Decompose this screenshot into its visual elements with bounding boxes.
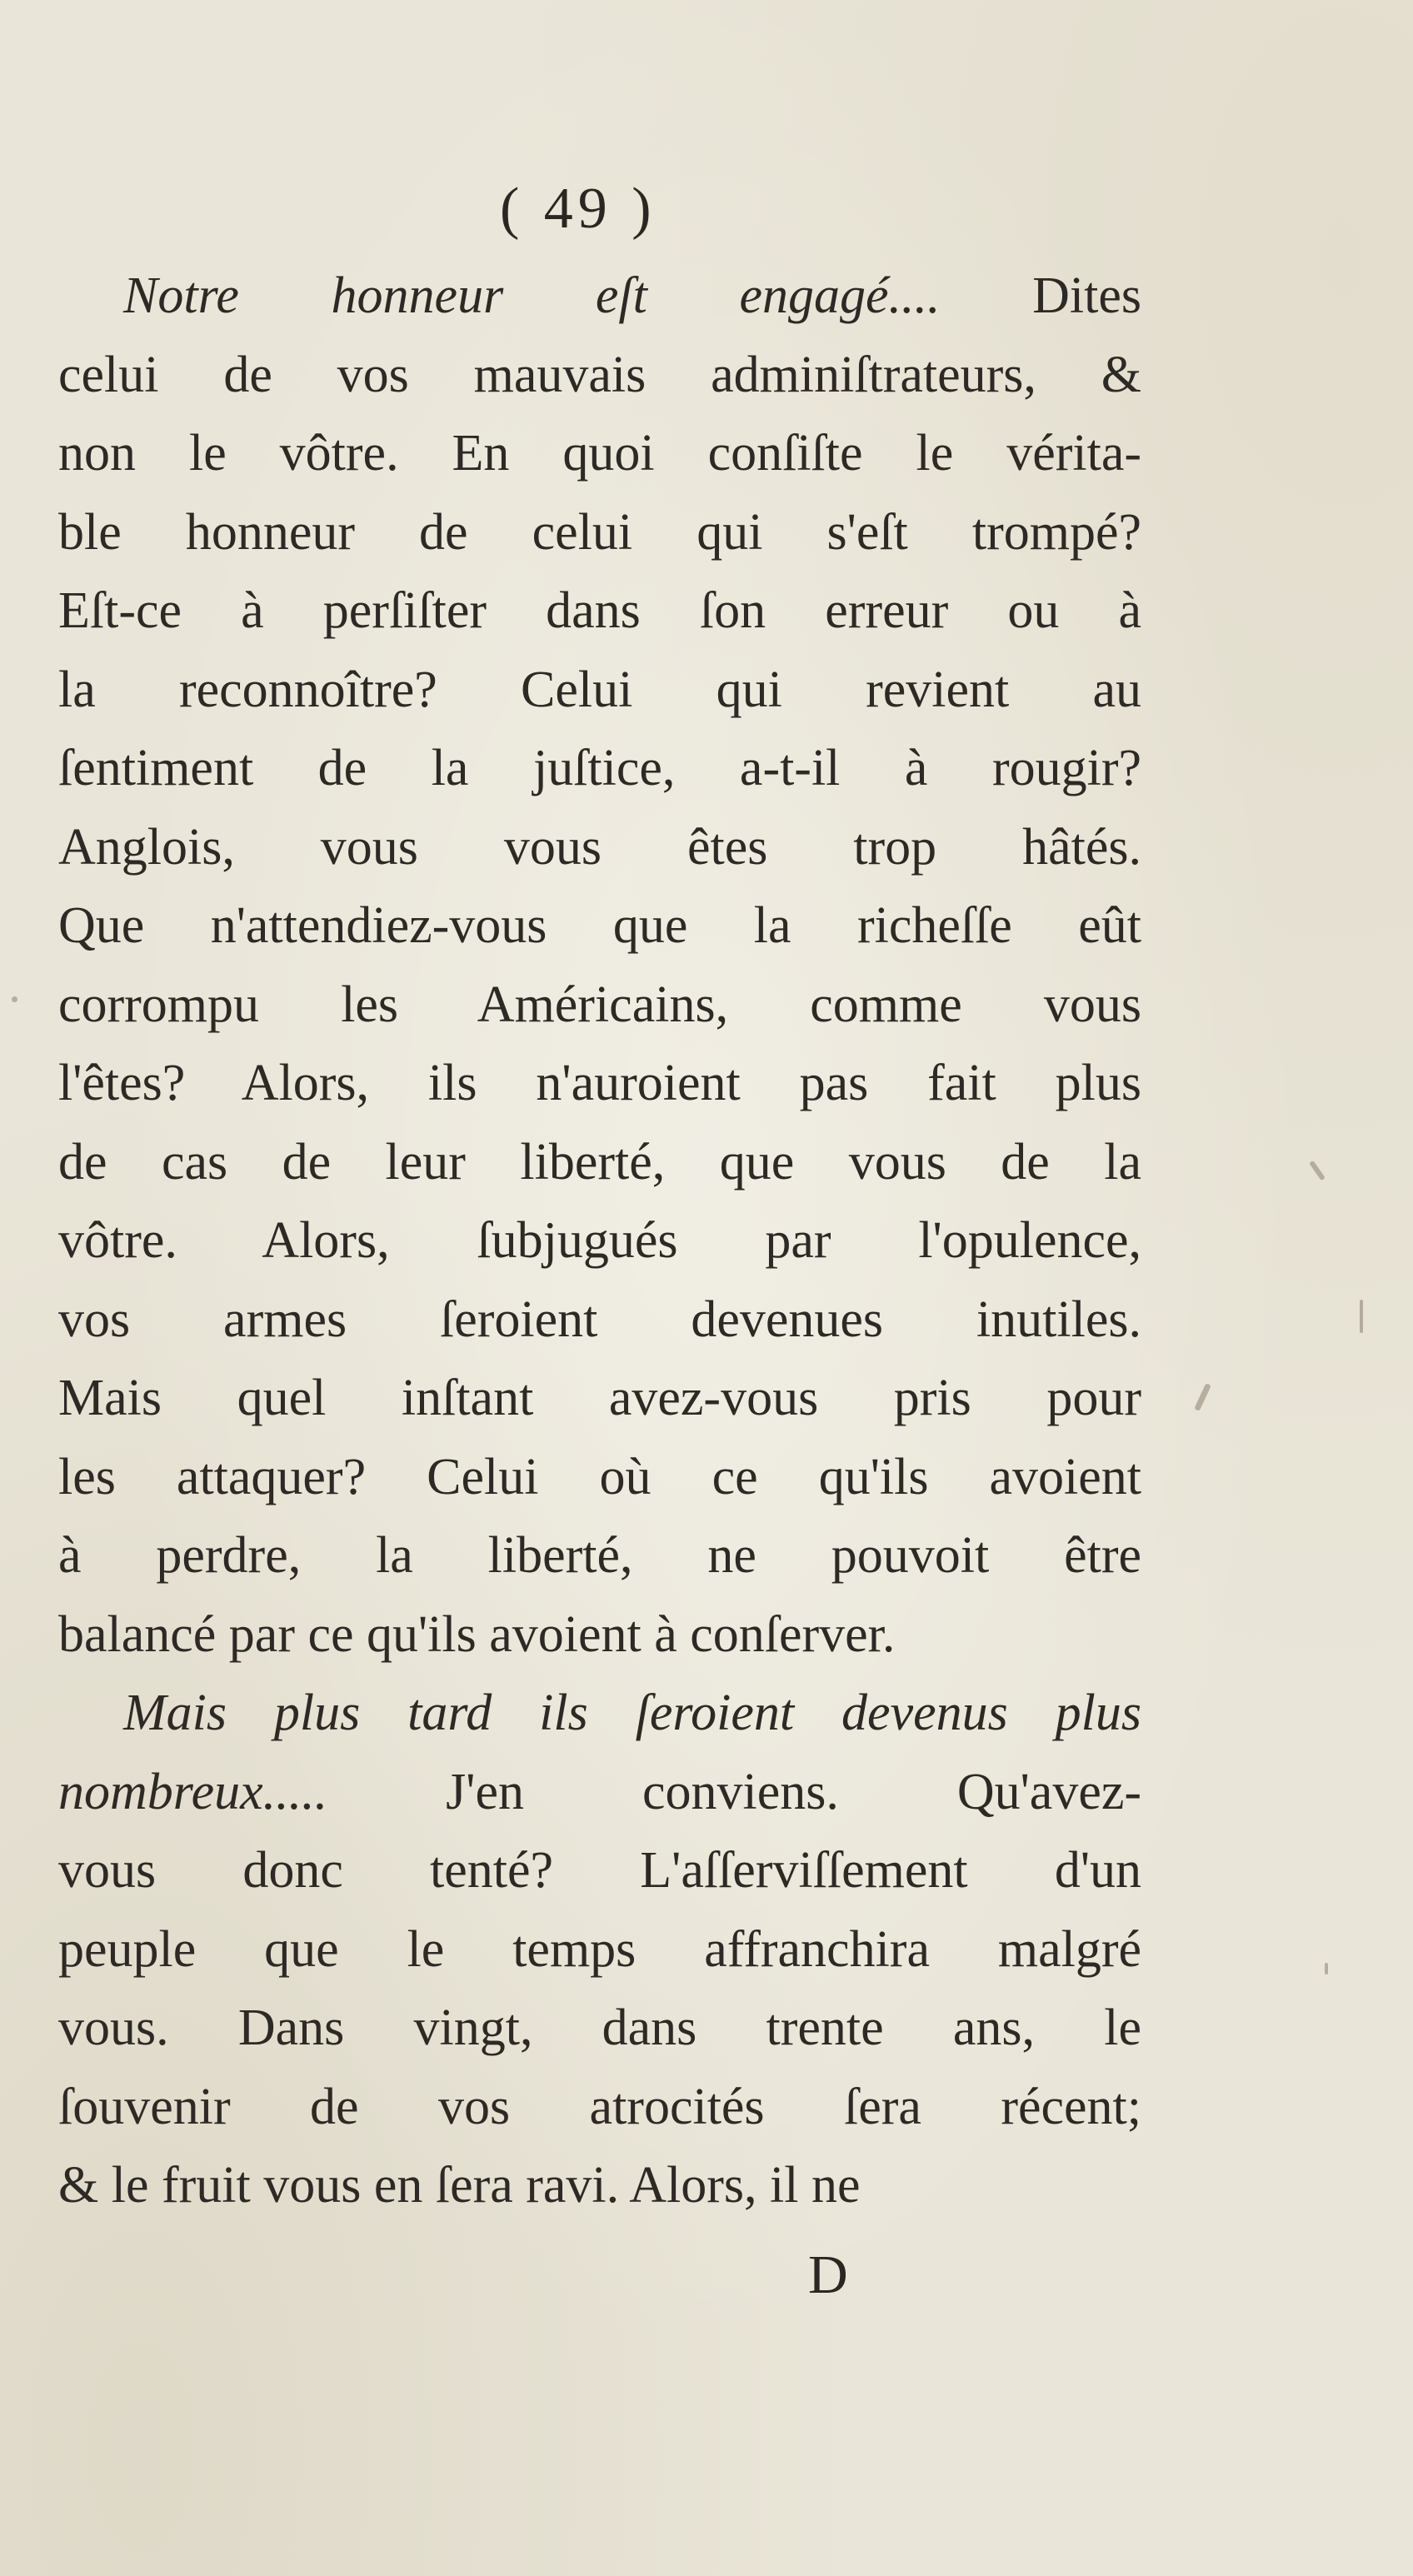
text-line <box>58 257 1141 336</box>
text-line: les attaquer? Celui où ce qu'ils avoient <box>58 1448 1141 1505</box>
text-line: Que n'attendiez-vous que la richeſſe eût <box>58 897 1141 954</box>
paper-speck <box>1360 1300 1363 1333</box>
italic-phrase: nombreux..... <box>58 1763 447 1820</box>
text-line: peuple que le temps affranchira malgré <box>58 1920 1141 1978</box>
text-line: l'êtes? Alors, ils n'auroient pas fait plus <box>58 1055 1141 1111</box>
text-line: vous donc tenté? L'aſſerviſſement d'un <box>58 1842 1141 1899</box>
text-line: Mais plus tard ils ſeroient devenus plus <box>123 1685 1141 1741</box>
paper-speck <box>1194 1383 1211 1411</box>
text-line <box>58 1753 1141 1832</box>
text-span: J'en conviens. Qu'avez- <box>446 1763 1141 1820</box>
text-line: Mais quel inſtant avez-vous pris pour <box>58 1370 1141 1426</box>
text-line: vous. Dans vingt, dans trente ans, le <box>58 1999 1141 2056</box>
text-span: Dites <box>1032 267 1141 324</box>
text-line: de cas de leur liberté, que vous de la <box>58 1133 1141 1191</box>
text-line: vos armes ſeroient devenues inutiles. <box>58 1290 1141 1348</box>
text-line: ble honneur de celui qui s'eſt trompé? <box>58 503 1141 561</box>
text-line: & le fruit vous en ſera ravi. Alors, il ne <box>58 2157 861 2214</box>
paper-speck <box>1325 1963 1328 1974</box>
text-line: Anglois, vous vous êtes trop hâtés. <box>58 818 1141 876</box>
text-line: ſouvenir de vos atrocités ſera récent; <box>58 2078 1141 2135</box>
text-line: corrompu les Américains, comme vous <box>58 976 1141 1033</box>
text-line: Eſt-ce à perſiſter dans ſon erreur ou à <box>58 582 1141 639</box>
text-line: à perdre, la liberté, ne pouvoit être <box>58 1527 1141 1584</box>
text-line: balancé par ce qu'ils avoient à conſerver. <box>58 1605 896 1663</box>
paper-speck <box>1309 1161 1326 1181</box>
text-line: ſentiment de la juſtice, a-t-il à rougir? <box>58 740 1141 796</box>
paper-speck <box>12 996 17 1002</box>
page-number: ( 49 ) <box>500 177 657 241</box>
text-line: celui de vos mauvais adminiſtrateurs, & <box>58 346 1141 403</box>
signature-mark: D <box>808 2244 848 2305</box>
text-line: la reconnoître? Celui qui revient au <box>58 661 1141 718</box>
text-line: vôtre. Alors, ſubjugués par l'opulence, <box>58 1212 1141 1269</box>
italic-phrase: Notre honneur eſt engagé.... <box>123 267 1033 324</box>
body-text <box>58 257 1141 2225</box>
text-line: non le vôtre. En quoi conſiſte le vérita- <box>58 425 1141 482</box>
